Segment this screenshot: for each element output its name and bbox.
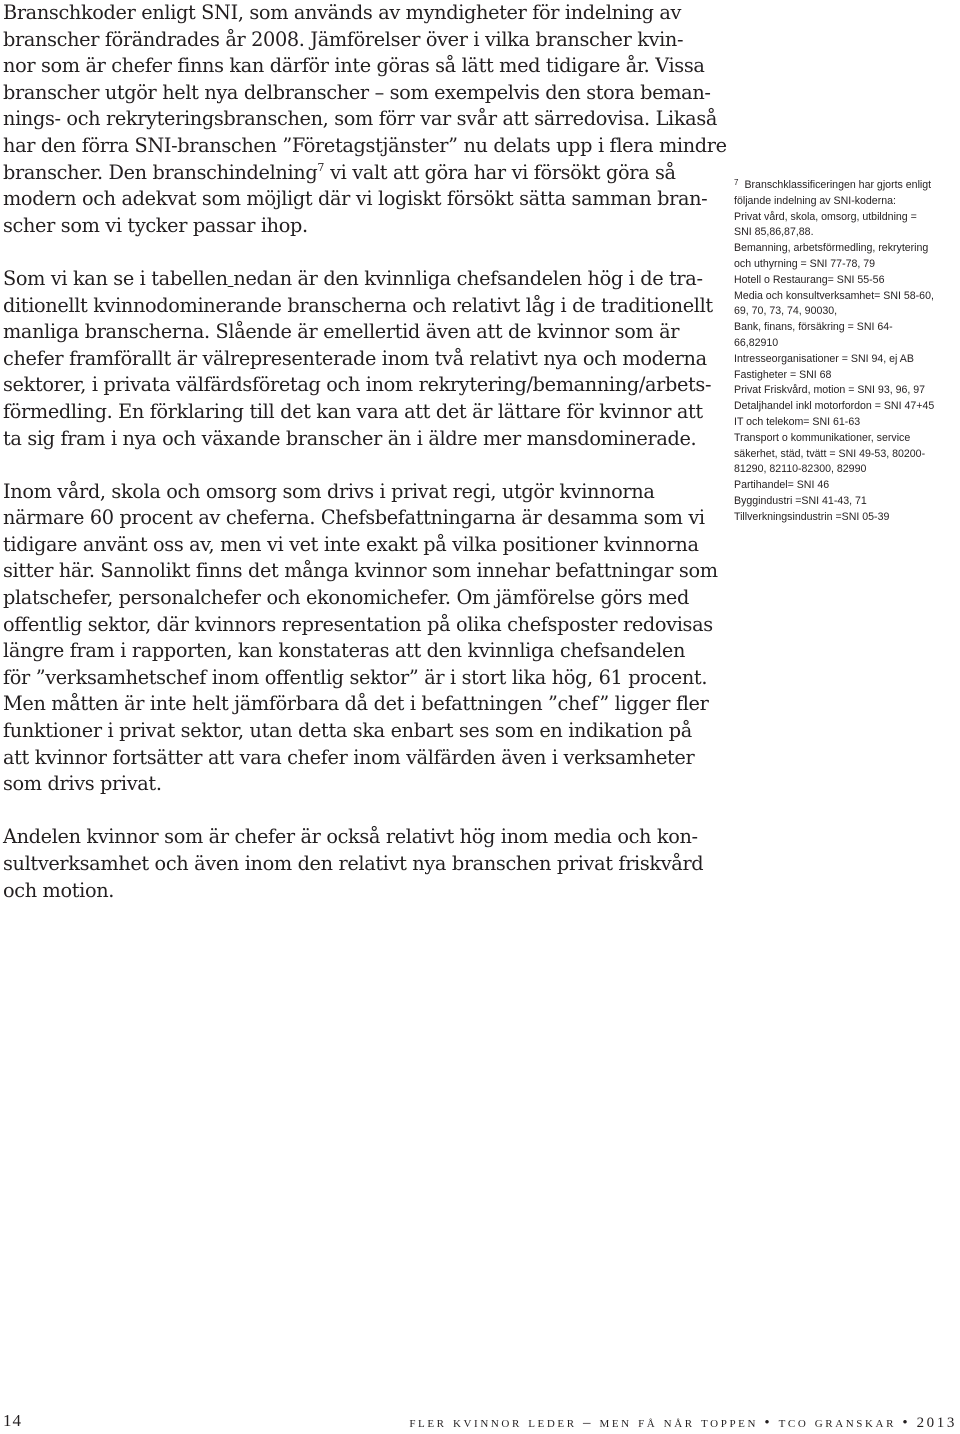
text-line: funktioner i privat sektor, utan detta ska enbart ses som en indikation på [3,719,692,743]
footnote-line: Partihandel= SNI 46 [734,479,830,492]
footnote-line: Privat vård, skola, omsorg, utbildning = [734,210,917,223]
footnote-line: Bemanning, arbetsförmedling, rekrytering [734,242,929,255]
footnote-7 [734,175,960,526]
text-line: offentlig sektor, där kvinnors representation på olika chefsposter redovisas [3,612,713,636]
footnote-line: Transport o kommunikationer, service [734,431,911,444]
footnote-line: Tillverkningsindustrin =SNI 05-39 [734,510,890,523]
footnote-reference[interactable]: 7 [317,160,325,174]
paragraph-3 [3,479,718,798]
text-segment: branscher. Den branschindelning [3,160,318,184]
text-line: branscher utgör helt nya delbranscher – som exempelvis den stora beman- [3,80,711,104]
main-text-column [3,0,727,931]
footnote-line: Fastigheter = SNI 68 [734,368,832,381]
footnote-line: Intresseorganisationer = SNI 94, ej AB [734,352,914,365]
footnote-line: följande indelning av SNI-koderna: [734,194,896,207]
footnote-line: Bank, finans, försäkring = SNI 64- [734,321,893,334]
text-line: platschefer, personalchefer och ekonomichefer. Om jämförelse görs med [3,586,689,610]
text-line: manliga branscherna. Slående är emellertid även att de kvinnor som är [3,320,680,344]
text-line: tidigare använt oss av, men vi vet inte exakt på vilka positioner kvinnorna [3,532,699,556]
text-line [3,266,715,293]
footnote-text: Branschklassificeringen har gjorts enligt [744,179,932,191]
text-segment: Som vi kan se i tabellen [3,266,228,290]
paragraph-1 [3,0,727,239]
text-line: har den förra SNI-branschen ”Företagstjänster” nu delats upp i flera mindre [3,133,727,157]
footnote-first-line [734,175,960,194]
footnote-line: 69, 70, 73, 74, 90030, [734,305,838,318]
text-line: nor som är chefer finns kan därför inte göras så lätt med tidigare år. Vissa [3,54,705,78]
text-line: och motion. [3,878,115,902]
text-line: Inom vård, skola och omsorg som drivs i privat regi, utgör kvinnorna [3,479,655,503]
text-line: för ”verksamhetschef inom offentlig sektor” är i stort lika hög, 61 procent. [3,665,708,689]
footnote-line: IT och telekom= SNI 61-63 [734,415,861,428]
text-line: ditionellt kvinnodominerande branscherna och relativt låg i de traditionellt [3,293,713,317]
text-line: ta sig fram i nya och växande branscher än i äldre mer mansdominerade. [3,426,697,450]
text-line: som drivs privat. [3,772,162,796]
text-line: sitter här. Sannolikt finns det många kvinnor som innehar befattningar som [3,559,718,583]
page-number: 14 [3,1411,22,1430]
text-line: branscher förändrades år 2008. Jämförelser över i vilka branscher kvin- [3,27,684,51]
footnote-line: Media och konsultverksamhet= SNI 58-60, [734,289,934,302]
footnote-line: 66,82910 [734,336,779,349]
text-line: nings- och rekryteringsbranschen, som förr var svår att särredovisa. Likaså [3,107,718,131]
text-line: modern och adekvat som möjligt där vi logiskt försökt sätta samman bran- [3,187,708,211]
text-line: förmedling. En förklaring till det kan vara att det är lättare för kvinnor att [3,399,703,423]
footnote-line: Byggindustri =SNI 41-43, 71 [734,494,867,507]
text-segment: nedan är den kvinnliga chefsandelen hög i de tra- [233,266,703,290]
footnote-line: SNI 85,86,87,88. [734,226,814,239]
text-line: Andelen kvinnor som är chefer är också relativt hög inom media och kon- [3,825,698,849]
footnote-line: 81290, 82110-82300, 82990 [734,463,867,476]
text-line: närmare 60 procent av cheferna. Chefsbefattningarna är desamma som vi [3,506,705,530]
footnote-line: Detaljhandel inkl motorfordon = SNI 47+45 [734,400,935,413]
text-line-with-footnote [3,160,715,187]
text-line: sultverksamhet och även inom den relativt nya branschen privat friskvård [3,852,704,875]
paragraph-2 [3,266,715,452]
text-line: chefer framförallt är välrepresenterade inom två relativt nya och moderna [3,346,707,370]
running-footer-title: fler kvinnor leder – men få når toppen • tco granskar • 2013 [409,1415,957,1431]
text-line: längre fram i rapporten, kan konstateras att den kvinnliga chefsandelen [3,639,686,663]
text-line: Branschkoder enligt SNI, som används av myndigheter för indelning av [3,1,682,24]
footnote-number: 7 [734,178,739,187]
text-line: Men måtten är inte helt jämförbara då det i befattningen ”chef” ligger fler [3,692,709,716]
text-line: sektorer, i privata välfärdsföretag och inom rekrytering/bemanning/arbets- [3,373,712,397]
text-segment: vi valt att göra har vi försökt göra så [324,160,676,184]
paragraph-4 [3,824,715,904]
footnote-line: säkerhet, städ, tvätt = SNI 49-53, 80200- [734,447,926,460]
footnote-line: och uthyrning = SNI 77-78, 79 [734,257,876,270]
footnote-line: Hotell o Restaurang= SNI 55-56 [734,273,885,286]
text-line: att kvinnor fortsätter att vara chefer inom välfärden även i verksamheter [3,745,695,769]
text-line: scher som vi tycker passar ihop. [3,213,308,237]
footnote-line: Privat Friskvård, motion = SNI 93, 96, 97 [734,384,926,397]
